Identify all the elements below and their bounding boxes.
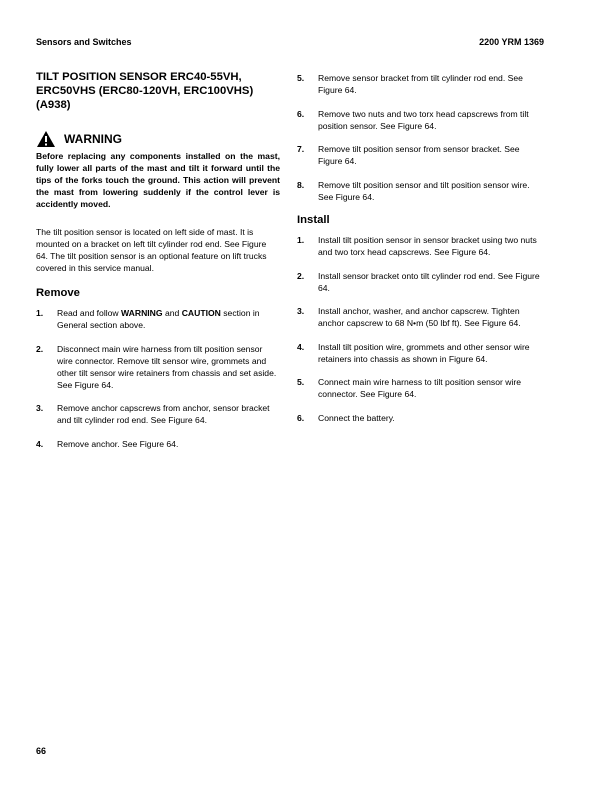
step-text: Install tilt position sensor in sensor bracket using two nuts and two torx head capscrews. See Figure 64. bbox=[318, 235, 537, 257]
remove-steps-list-continued bbox=[297, 72, 540, 203]
step-number: 5. bbox=[297, 73, 305, 83]
intro-paragraph: The tilt position sensor is located on left side of mast. It is mounted on a bracket on left tilt cylinder rod end. See Figure 64. The tilt position sensor is an optional feature on lift trucks covered in this service manual. bbox=[36, 227, 267, 273]
step-text: Connect the battery. bbox=[318, 412, 395, 423]
warning-text: Before replacing any components installed on the mast, fully lower all parts of the mast and tilt it forward until the tips of the forks touch the ground. This action will prevent the mast from lowering suddenly if the control lever is accidently moved. bbox=[36, 151, 280, 209]
list-item bbox=[297, 305, 540, 329]
step-text: Remove two nuts and two torx head capscrews from tilt position sensor. See Figure 64. bbox=[318, 108, 529, 131]
list-item bbox=[297, 234, 540, 258]
list-item bbox=[297, 179, 540, 203]
list-item bbox=[297, 376, 540, 400]
step-number: 3. bbox=[297, 306, 305, 316]
warning-reference: WARNING bbox=[121, 308, 163, 318]
warning-triangle-icon bbox=[36, 130, 56, 148]
list-item bbox=[297, 72, 540, 96]
step-text: Install anchor, washer, and anchor capscrew. Tighten anchor capscrew to 68 N•m (50 lbf ft). See Figure 64. bbox=[318, 306, 521, 328]
warning-header bbox=[36, 130, 280, 148]
list-item bbox=[297, 341, 540, 365]
list-item bbox=[297, 143, 540, 167]
list-item bbox=[297, 270, 540, 294]
step-text: Remove tilt position sensor and tilt position sensor wire. See Figure 64. bbox=[318, 179, 530, 202]
running-header-section: Sensors and Switches bbox=[36, 37, 132, 47]
list-item bbox=[36, 307, 280, 331]
step-text: Remove tilt position sensor from sensor bracket. See Figure 64. bbox=[318, 144, 520, 166]
remove-heading: Remove bbox=[36, 287, 80, 299]
step-number: 6. bbox=[297, 412, 305, 423]
step-number: 2. bbox=[36, 343, 44, 354]
running-header-doc-number: 2200 YRM 1369 bbox=[479, 37, 544, 47]
install-heading: Install bbox=[297, 214, 330, 226]
step-text: Disconnect main wire harness from tilt position sensor wire connector. Remove tilt sensor wire, grommets and other tilt sensor wire retainers from chassis and set aside. See Figure 64. bbox=[57, 343, 277, 390]
step-number: 4. bbox=[36, 438, 44, 449]
list-item bbox=[297, 412, 540, 424]
step-text: Read and follow WARNING and CAUTION section in General section above. bbox=[57, 308, 260, 330]
step-number: 6. bbox=[297, 108, 305, 119]
step-number: 1. bbox=[297, 235, 305, 245]
page-title: TILT POSITION SENSOR ERC40-55VH, ERC50VHS (ERC80-120VH, ERC100VHS) (A938) bbox=[36, 71, 254, 111]
page-number: 66 bbox=[36, 746, 47, 756]
step-number: 1. bbox=[36, 308, 44, 318]
list-item bbox=[36, 438, 280, 450]
step-text: Remove sensor bracket from tilt cylinder rod end. See Figure 64. bbox=[318, 73, 523, 95]
step-number: 3. bbox=[36, 403, 44, 413]
warning-label: WARNING bbox=[64, 132, 122, 146]
left-column bbox=[36, 70, 280, 461]
right-column bbox=[297, 72, 540, 435]
remove-steps-list bbox=[36, 307, 280, 450]
step-text: Remove anchor capscrews from anchor, sensor bracket and tilt cylinder rod end. See Figure 64. bbox=[57, 403, 270, 425]
install-steps-list bbox=[297, 234, 540, 424]
step-number: 4. bbox=[297, 341, 305, 352]
list-item bbox=[36, 402, 280, 426]
step-number: 5. bbox=[297, 377, 305, 387]
list-item bbox=[297, 108, 540, 132]
step-text: Remove anchor. See Figure 64. bbox=[57, 438, 179, 449]
step-text: Install sensor bracket onto tilt cylinder rod end. See Figure 64. bbox=[318, 270, 540, 293]
step-text: Install tilt position wire, grommets and other sensor wire retainers into chassis as shown in Figure 64. bbox=[318, 341, 530, 364]
caution-reference: CAUTION bbox=[181, 308, 221, 318]
list-item bbox=[36, 343, 280, 391]
step-number: 7. bbox=[297, 144, 305, 154]
step-number: 2. bbox=[297, 270, 305, 281]
step-number: 8. bbox=[297, 179, 305, 190]
step-text: Connect main wire harness to tilt position sensor wire connector. See Figure 64. bbox=[318, 377, 521, 399]
